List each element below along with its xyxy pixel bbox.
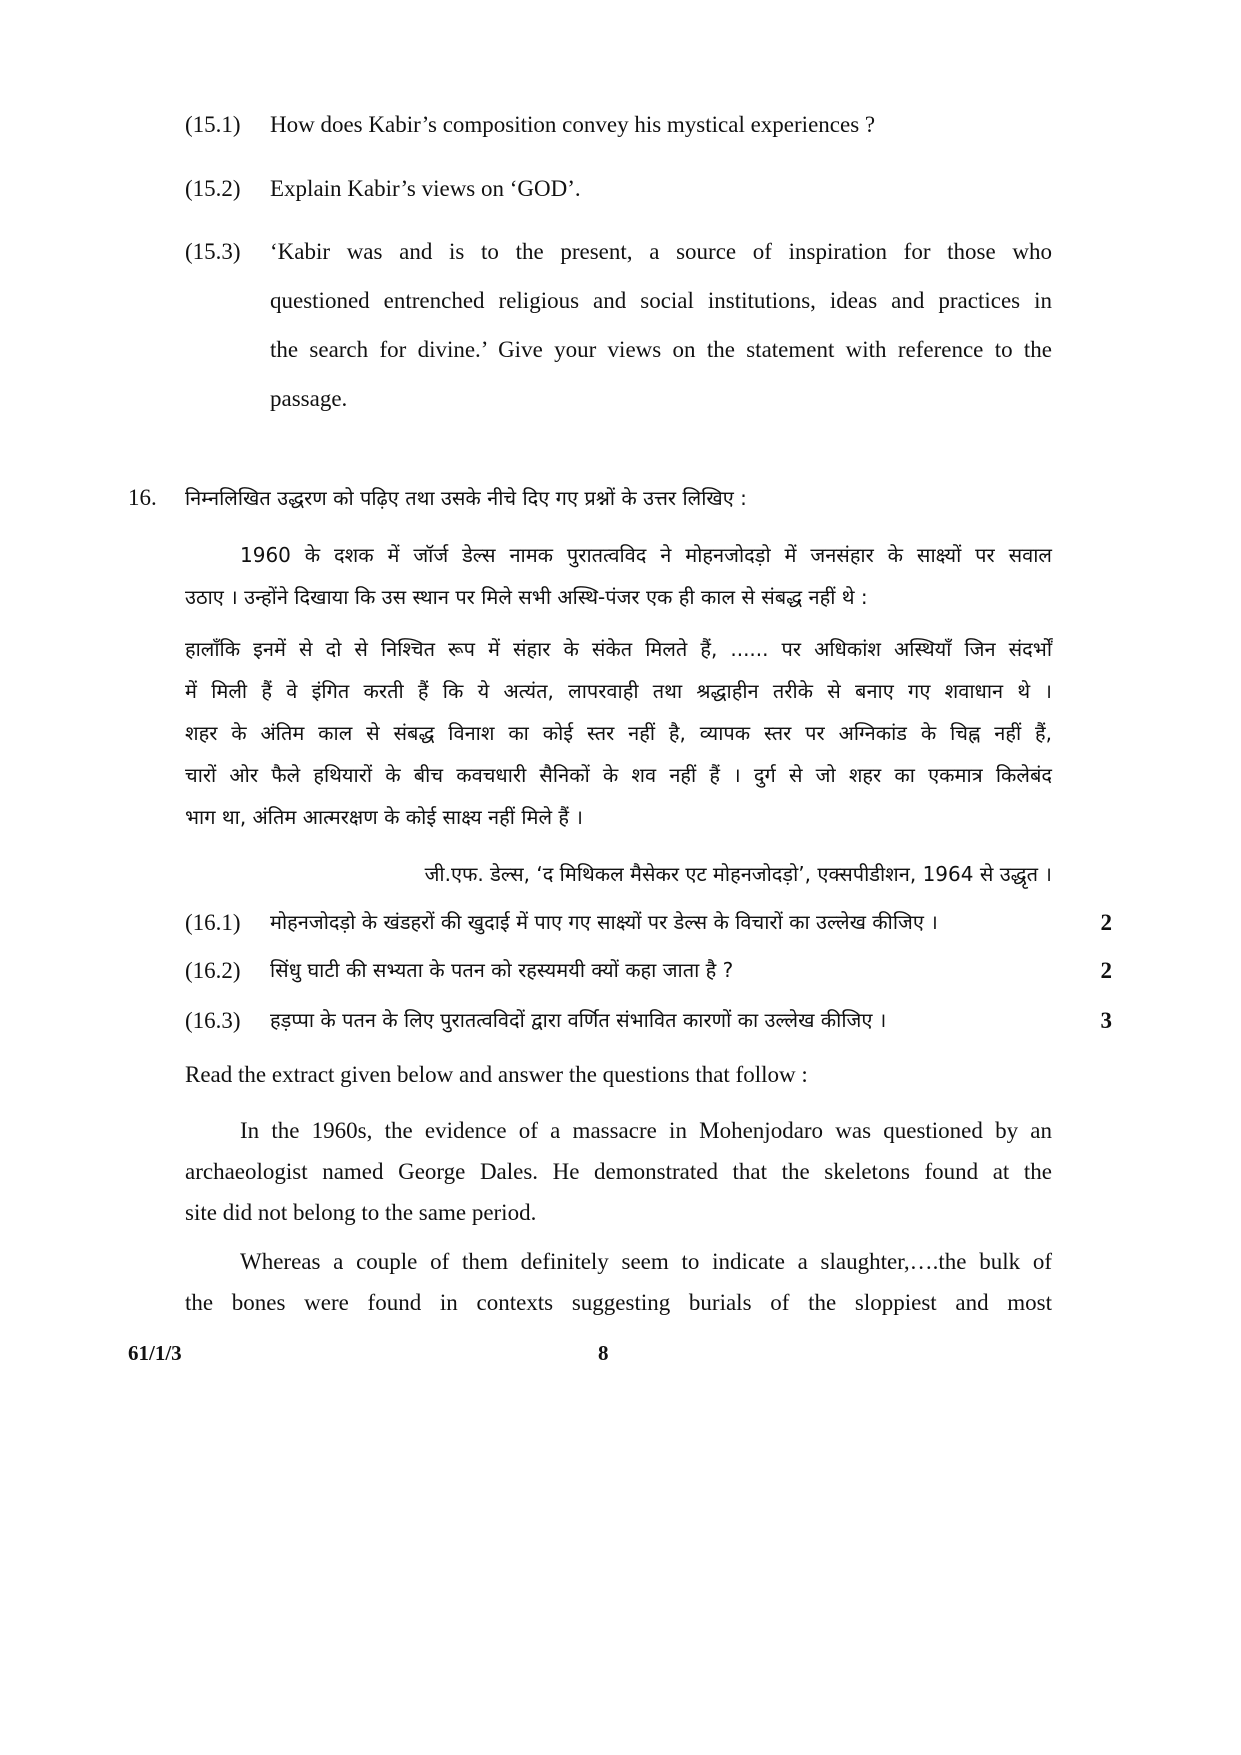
- q15-1-number: (15.1): [185, 112, 241, 137]
- q16-intro-hindi-line: उठाए । उन्होंने दिखाया कि उस स्थान पर मिले सभी अस्थि-पंजर एक ही काल से संबद्ध नहीं थे :: [185, 585, 868, 609]
- q16-2-number: (16.2): [185, 958, 241, 983]
- q15-2-text: Explain Kabir’s views on ‘GOD’.: [270, 176, 581, 201]
- q16-1-marks: 2: [1100, 910, 1112, 935]
- q16-quote-hindi-line: में मिली हैं वे इंगित करती हैं कि ये अत्यंत, लापरवाही तथा श्रद्धाहीन तरीके से बनाए गए शवाधान थे ।: [185, 679, 1052, 703]
- q16-1-number: (16.1): [185, 910, 241, 935]
- q15-3-line: questioned entrenched religious and social institutions, ideas and practices in: [270, 288, 1052, 313]
- q16-2-text: सिंधु घाटी की सभ्यता के पतन को रहस्यमयी क्यों कहा जाता है ?: [270, 958, 734, 982]
- q16-3-number: (16.3): [185, 1008, 241, 1033]
- q16-quote-hindi-line: शहर के अंतिम काल से संबद्ध विनाश का कोई स्तर नहीं है, व्यापक स्तर पर अग्निकांड के चिह्न नहीं हैं,: [185, 721, 1052, 745]
- q16-quote-hindi-line: हालाँकि इनमें से दो से निश्चित रूप में संहार के संकेत मिलते हैं, ...... पर अधिकांश अस्थियाँ जिन संदर्भों: [185, 637, 1052, 661]
- q16-instruction-english: Read the extract given below and answer the questions that follow :: [185, 1062, 808, 1087]
- q16-2-marks: 2: [1100, 958, 1112, 983]
- q16-quote-hindi-line: भाग था, अंतिम आत्मरक्षण के कोई साक्ष्य नहीं मिले हैं ।: [185, 805, 583, 829]
- q16-3-marks: 3: [1100, 1008, 1112, 1033]
- q15-3-number: (15.3): [185, 239, 241, 264]
- q16-quote-english-line: Whereas a couple of them definitely seem to indicate a slaughter,….the bulk of: [240, 1249, 1052, 1274]
- q16-number: 16.: [128, 485, 157, 510]
- q15-3-line: passage.: [270, 386, 348, 411]
- paper-code: 61/1/3: [128, 1341, 182, 1365]
- q16-intro-english-line: site did not belong to the same period.: [185, 1200, 537, 1225]
- q15-2-number: (15.2): [185, 176, 241, 201]
- q16-3-text: हड़प्पा के पतन के लिए पुरातत्वविदों द्वारा वर्णित संभावित कारणों का उल्लेख कीजिए ।: [270, 1008, 887, 1032]
- q16-instruction-hindi: निम्नलिखित उद्धरण को पढ़िए तथा उसके नीचे दिए गए प्रश्नों के उत्तर लिखिए :: [185, 486, 747, 510]
- page-number: 8: [598, 1341, 609, 1365]
- q15-3-line: ‘Kabir was and is to the present, a source of inspiration for those who: [270, 239, 1052, 264]
- q16-quote-hindi-line: चारों ओर फैले हथियारों के बीच कवचधारी सैनिकों के शव नहीं हैं । दुर्ग से जो शहर का एकमात्र किलेबंद: [185, 763, 1052, 787]
- q16-citation-hindi: जी.एफ. डेल्स, ‘द मिथिकल मैसेकर एट मोहनजोदड़ो’, एक्सपीडीशन, 1964 से उद्धृत ।: [424, 862, 1052, 886]
- q16-1-text: मोहनजोदड़ो के खंडहरों की खुदाई में पाए गए साक्ष्यों पर डेल्स के विचारों का उल्लेख कीजिए ।: [270, 910, 938, 934]
- q15-3-line: the search for divine.’ Give your views on the statement with reference to the: [270, 337, 1052, 362]
- q16-intro-english-line: archaeologist named George Dales. He demonstrated that the skeletons found at the: [185, 1159, 1052, 1184]
- q16-quote-english-line: the bones were found in contexts suggesting burials of the sloppiest and most: [185, 1290, 1052, 1315]
- q16-intro-hindi-line: 1960 के दशक में जॉर्ज डेल्स नामक पुरातत्वविद ने मोहनजोदड़ो में जनसंहार के साक्ष्यों पर सवाल: [240, 543, 1052, 567]
- q16-intro-english-line: In the 1960s, the evidence of a massacre in Mohenjodaro was questioned by an: [240, 1118, 1052, 1143]
- q15-1-text: How does Kabir’s composition convey his mystical experiences ?: [270, 112, 876, 137]
